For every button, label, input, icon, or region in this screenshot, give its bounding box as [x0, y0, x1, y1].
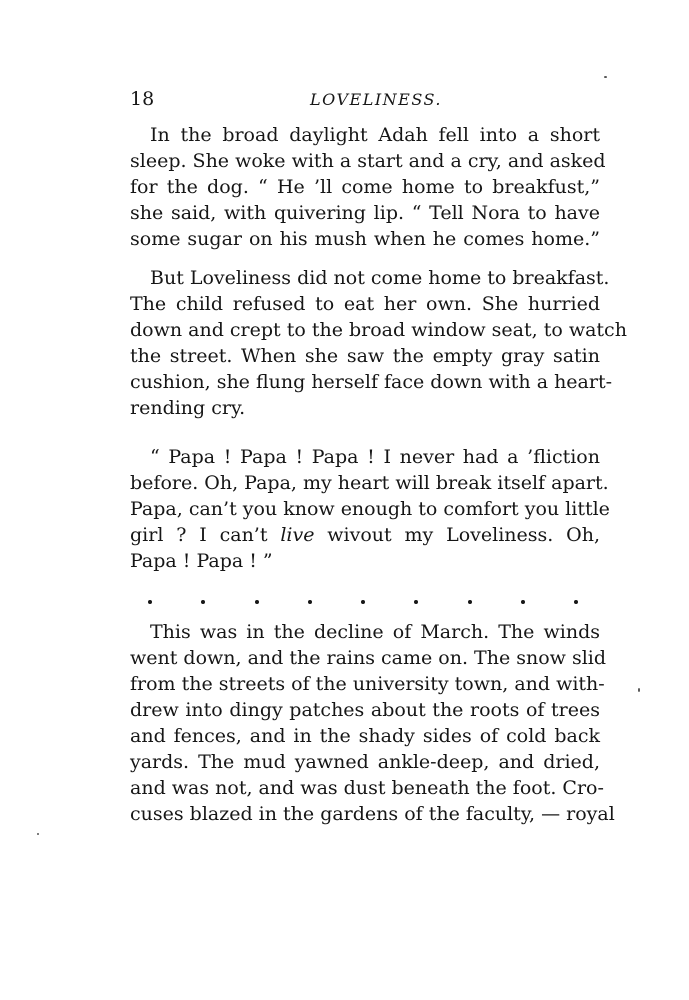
- text-line: down and crept to the broad window seat, to watch: [130, 319, 627, 341]
- text-line: rending cry.: [130, 397, 246, 419]
- text-line: for the dog. “ He ’ll come home to breakfust,”: [130, 176, 600, 198]
- text-line: the street. When she saw the empty gray satin: [130, 345, 600, 367]
- text-line: “ Papa ! Papa ! Papa ! I never had a ’fliction: [150, 446, 600, 468]
- paragraph-1: [130, 122, 606, 252]
- ellipsis-dot: [308, 600, 312, 604]
- text-span: wivout my Loveliness. Oh,: [314, 524, 600, 546]
- paragraph-2: [130, 265, 627, 421]
- ellipsis-dot: [255, 600, 259, 604]
- ellipsis-dot: [468, 600, 472, 604]
- page-header: [130, 88, 600, 114]
- text-line: cuses blazed in the gardens of the faculty, — royal: [130, 803, 615, 825]
- text-line: The child refused to eat her own. She hurried: [130, 293, 600, 315]
- text-line: drew into dingy patches about the roots of trees: [130, 699, 600, 721]
- text-line: went down, and the rains came on. The snow slid: [130, 647, 607, 669]
- speck-mark: [37, 833, 39, 835]
- paragraph-3: [130, 444, 610, 574]
- italic-word: live: [280, 524, 315, 546]
- ellipsis-dot: [414, 600, 418, 604]
- text-line: sleep. She woke with a start and a cry, and asked: [130, 150, 606, 172]
- page-number: 18: [130, 88, 155, 110]
- text-line: and was not, and was dust beneath the foot. Cro-: [130, 777, 604, 799]
- ellipsis-dot: [361, 600, 365, 604]
- text-line-with-italic: [130, 522, 600, 548]
- text-line: In the broad daylight Adah fell into a short: [150, 124, 600, 146]
- ellipsis-dot: [201, 600, 205, 604]
- text-line: some sugar on his mush when he comes home.”: [130, 228, 600, 250]
- paragraph-4: [130, 619, 615, 827]
- text-line: before. Oh, Papa, my heart will break itself apart.: [130, 472, 609, 494]
- ellipsis-dot: [574, 600, 578, 604]
- text-span: girl ? I can’t: [130, 524, 281, 546]
- text-line: from the streets of the university town, and with-: [130, 673, 605, 695]
- text-line: Papa, can’t you know enough to comfort you little: [130, 498, 610, 520]
- running-title: LOVELINESS.: [310, 90, 442, 109]
- text-line: and fences, and in the shady sides of cold back: [130, 725, 600, 747]
- speck-mark: [638, 688, 640, 692]
- speck-mark: [604, 76, 607, 78]
- text-line: This was in the decline of March. The winds: [150, 621, 600, 643]
- text-line: But Loveliness did not come home to breakfast.: [150, 267, 610, 289]
- ellipsis-dot: [521, 600, 525, 604]
- text-line: yards. The mud yawned ankle-deep, and dried,: [130, 751, 600, 773]
- text-line: cushion, she flung herself face down with a heart-: [130, 371, 613, 393]
- ellipsis-dot: [148, 600, 152, 604]
- text-line: Papa ! Papa ! ”: [130, 550, 273, 572]
- section-break-dots: [148, 592, 578, 612]
- text-line: she said, with quivering lip. “ Tell Nora to have: [130, 202, 600, 224]
